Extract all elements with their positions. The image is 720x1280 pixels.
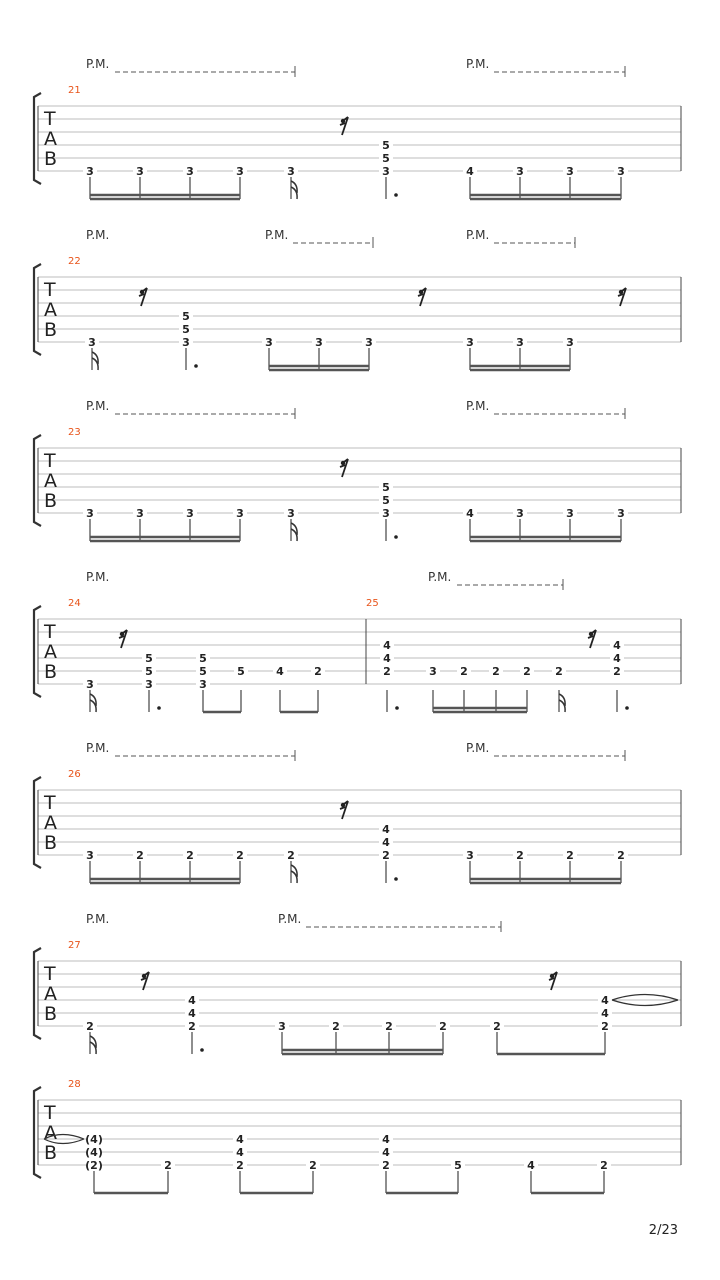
sixteenth-rest-dot (550, 974, 554, 978)
measure-number: 26 (68, 769, 81, 780)
fret-number: 2 (439, 1020, 447, 1033)
fret-number: 2 (383, 665, 391, 678)
fret-number: 3 (617, 165, 625, 178)
tab-clef-letter: A (44, 1122, 57, 1144)
tab-clef-letter: A (44, 128, 57, 150)
fret-number: 3 (516, 165, 524, 178)
fret-number: 4 (276, 665, 284, 678)
fret-number: 4 (236, 1133, 244, 1146)
fret-number: 3 (136, 165, 144, 178)
tab-clef-letter: B (44, 490, 58, 512)
palm-mute-label: P.M. (466, 228, 490, 242)
fret-number: 2 (287, 849, 295, 862)
fret-number: 3 (516, 336, 524, 349)
fret-number: 2 (236, 1159, 244, 1172)
measure-number: 27 (68, 940, 81, 951)
fret-number: 4 (382, 1146, 390, 1159)
note-dot (394, 193, 398, 197)
tab-system-2 (34, 228, 681, 370)
fret-number: 3 (466, 336, 474, 349)
fret-number: 4 (188, 994, 196, 1007)
fret-number: 3 (617, 507, 625, 520)
fret-number: 2 (516, 849, 524, 862)
fret-number: 4 (601, 1007, 609, 1020)
sixteenth-rest-dot (589, 632, 593, 636)
tab-system-4 (34, 570, 681, 712)
fret-number: 3 (182, 336, 190, 349)
fret-number: 3 (88, 336, 96, 349)
fret-number: 4 (236, 1146, 244, 1159)
fret-number: 2 (493, 1020, 501, 1033)
fret-number: 3 (315, 336, 323, 349)
palm-mute-label: P.M. (86, 570, 110, 584)
fret-number: 4 (466, 165, 474, 178)
fret-number: 2 (523, 665, 531, 678)
note-flag (291, 181, 297, 199)
fret-number: 3 (136, 507, 144, 520)
tab-system-3 (34, 399, 681, 541)
tab-system-6 (34, 912, 681, 1054)
sixteenth-rest-dot (140, 290, 144, 294)
fret-number: 3 (86, 507, 94, 520)
fret-number: 5 (199, 665, 207, 678)
fret-number: 2 (600, 1159, 608, 1172)
fret-number: 5 (382, 152, 390, 165)
tab-clef-letter: B (44, 832, 58, 854)
note-flag (559, 694, 565, 712)
sixteenth-rest-dot (619, 290, 623, 294)
fret-number: 4 (382, 823, 390, 836)
tab-clef-letter: A (44, 812, 57, 834)
fret-number: 2 (382, 849, 390, 862)
fret-number: 3 (566, 507, 574, 520)
fret-number: 2 (566, 849, 574, 862)
fret-number: 5 (237, 665, 245, 678)
fret-number: 3 (287, 165, 295, 178)
tab-clef-letter: B (44, 1142, 58, 1164)
note-flag (291, 523, 297, 541)
fret-number: 5 (145, 652, 153, 665)
fret-number: 4 (601, 994, 609, 1007)
note-dot (157, 706, 161, 710)
fret-number: (2) (85, 1159, 103, 1172)
measure-number: 23 (68, 427, 81, 438)
fret-number: 3 (86, 849, 94, 862)
fret-number: 5 (145, 665, 153, 678)
fret-number: 3 (365, 336, 373, 349)
tab-clef-letter: T (44, 621, 56, 643)
fret-number: 3 (287, 507, 295, 520)
sixteenth-rest-dot (341, 119, 345, 123)
fret-number: 4 (613, 639, 621, 652)
fret-number: 5 (382, 494, 390, 507)
measure-number: 22 (68, 256, 81, 267)
fret-number: 3 (236, 165, 244, 178)
note-dot (200, 1048, 204, 1052)
fret-number: 2 (164, 1159, 172, 1172)
fret-number: 4 (382, 1133, 390, 1146)
fret-number: (4) (85, 1133, 103, 1146)
measure-number: 28 (68, 1079, 81, 1090)
fret-number: 3 (186, 507, 194, 520)
fret-number: 3 (199, 678, 207, 691)
tab-clef-letter: A (44, 470, 57, 492)
fret-number: 4 (383, 639, 391, 652)
tab-clef-letter: B (44, 1003, 58, 1025)
palm-mute-label: P.M. (86, 228, 110, 242)
palm-mute-label: P.M. (265, 228, 289, 242)
tab-clef-letter: A (44, 641, 57, 663)
fret-number: 3 (236, 507, 244, 520)
palm-mute-label: P.M. (466, 57, 490, 71)
fret-number: 3 (566, 165, 574, 178)
tab-clef-letter: T (44, 1102, 56, 1124)
tab-clef-letter: B (44, 148, 58, 170)
tab-system-5 (34, 741, 681, 883)
sixteenth-rest-dot (120, 632, 124, 636)
tab-clef-letter: A (44, 983, 57, 1005)
fret-number: 3 (466, 849, 474, 862)
fret-number: 4 (466, 507, 474, 520)
tab-system-1 (34, 57, 681, 199)
fret-number: 4 (527, 1159, 535, 1172)
fret-number: 2 (555, 665, 563, 678)
fret-number: 5 (182, 310, 190, 323)
measure-number: 25 (366, 598, 379, 609)
tab-system-7 (34, 1079, 681, 1193)
tab-clef-letter: T (44, 108, 56, 130)
note-flag (90, 694, 96, 712)
fret-number: 3 (382, 165, 390, 178)
sixteenth-rest-dot (341, 461, 345, 465)
fret-number: 3 (566, 336, 574, 349)
fret-number: 5 (382, 481, 390, 494)
fret-number: (4) (85, 1146, 103, 1159)
palm-mute-label: P.M. (428, 570, 452, 584)
palm-mute-label: P.M. (86, 741, 110, 755)
fret-number: 5 (199, 652, 207, 665)
palm-mute-label: P.M. (278, 912, 302, 926)
fret-number: 2 (492, 665, 500, 678)
palm-mute-label: P.M. (466, 399, 490, 413)
note-dot (194, 364, 198, 368)
fret-number: 3 (429, 665, 437, 678)
fret-number: 2 (136, 849, 144, 862)
fret-number: 5 (454, 1159, 462, 1172)
fret-number: 2 (613, 665, 621, 678)
tab-clef-letter: T (44, 792, 56, 814)
tab-clef-letter: B (44, 319, 58, 341)
fret-number: 3 (86, 165, 94, 178)
measure-number: 24 (68, 598, 81, 609)
note-dot (394, 535, 398, 539)
tab-clef-letter: T (44, 279, 56, 301)
note-dot (625, 706, 629, 710)
fret-number: 4 (188, 1007, 196, 1020)
note-dot (395, 706, 399, 710)
fret-number: 4 (613, 652, 621, 665)
tab-clef-letter: T (44, 450, 56, 472)
fret-number: 4 (383, 652, 391, 665)
palm-mute-label: P.M. (86, 57, 110, 71)
sixteenth-rest-dot (341, 803, 345, 807)
fret-number: 2 (309, 1159, 317, 1172)
sixteenth-rest-dot (419, 290, 423, 294)
fret-number: 3 (86, 678, 94, 691)
palm-mute-label: P.M. (466, 741, 490, 755)
sixteenth-rest-dot (142, 974, 146, 978)
tab-clef-letter: A (44, 299, 57, 321)
fret-number: 2 (186, 849, 194, 862)
fret-number: 3 (265, 336, 273, 349)
fret-number: 3 (382, 507, 390, 520)
fret-number: 5 (182, 323, 190, 336)
fret-number: 2 (86, 1020, 94, 1033)
fret-number: 2 (314, 665, 322, 678)
fret-number: 3 (186, 165, 194, 178)
palm-mute-label: P.M. (86, 912, 110, 926)
fret-number: 2 (460, 665, 468, 678)
fret-number: 2 (188, 1020, 196, 1033)
fret-number: 5 (382, 139, 390, 152)
fret-number: 2 (385, 1020, 393, 1033)
note-flag (92, 352, 98, 370)
measure-number: 21 (68, 85, 81, 96)
fret-number: 4 (382, 836, 390, 849)
fret-number: 2 (332, 1020, 340, 1033)
fret-number: 2 (236, 849, 244, 862)
note-dot (394, 877, 398, 881)
palm-mute-label: P.M. (86, 399, 110, 413)
fret-number: 3 (145, 678, 153, 691)
note-flag (90, 1036, 96, 1054)
note-flag (291, 865, 297, 883)
fret-number: 2 (617, 849, 625, 862)
tab-clef-letter: T (44, 963, 56, 985)
fret-number: 3 (516, 507, 524, 520)
fret-number: 3 (278, 1020, 286, 1033)
page-number: 2/23 (648, 1223, 678, 1238)
tab-clef-letter: B (44, 661, 58, 683)
fret-number: 2 (601, 1020, 609, 1033)
fret-number: 2 (382, 1159, 390, 1172)
